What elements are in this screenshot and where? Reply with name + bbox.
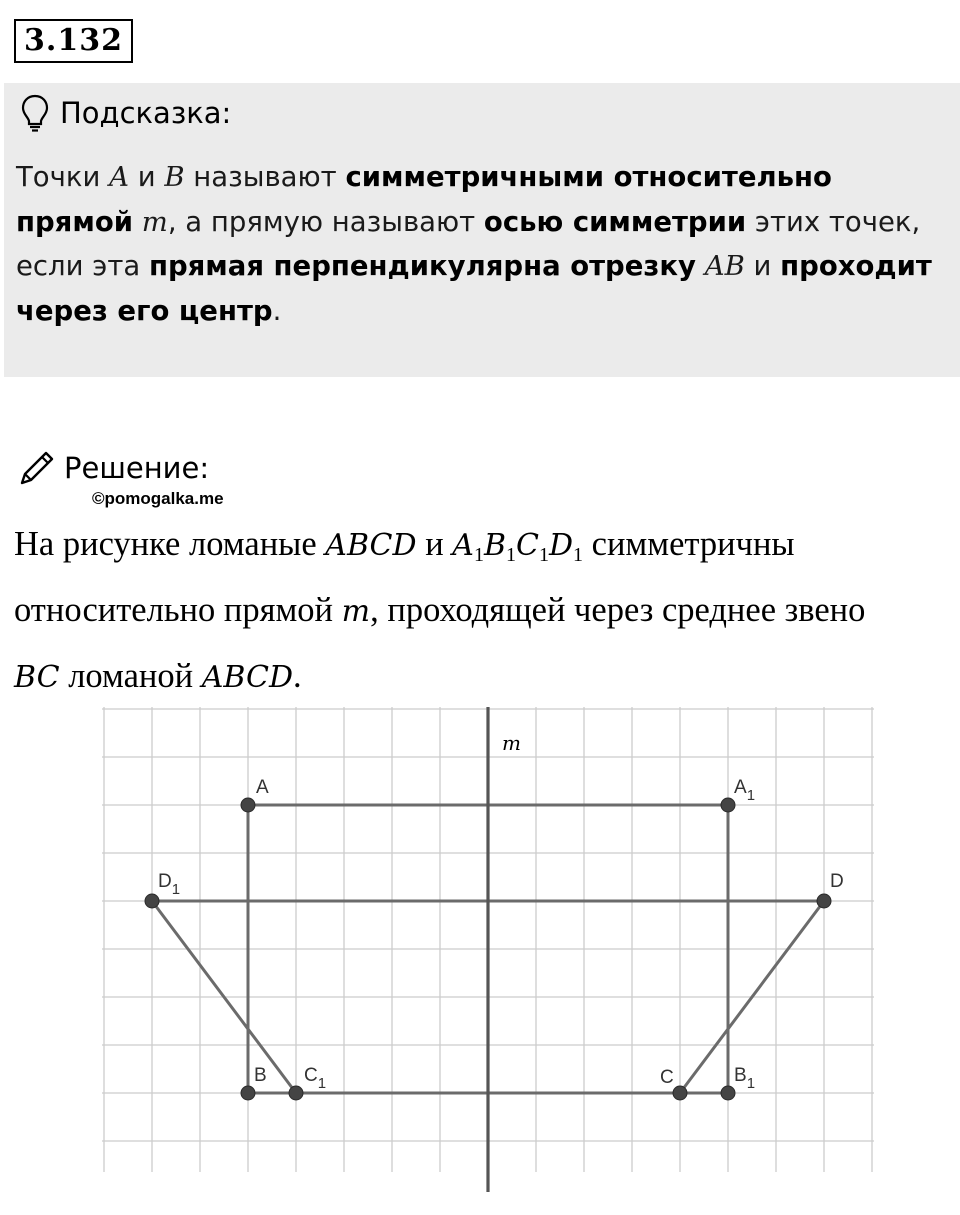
point-letter: D	[158, 871, 172, 892]
text-run: относительно прямой	[14, 591, 342, 629]
math-symbol: m	[341, 594, 371, 629]
bold-term: прямая перпендикулярна отрезку	[148, 250, 696, 282]
point-letter: A	[734, 777, 747, 798]
point-subscript: 1	[746, 1075, 756, 1092]
text-run: , а прямую называют	[167, 205, 484, 238]
point-subscript: 1	[746, 787, 756, 804]
point-label-b1	[734, 1065, 755, 1092]
point-label-b	[254, 1065, 267, 1086]
math-symbol: ABCD	[201, 660, 293, 695]
subscript: 1	[573, 544, 584, 566]
point-letter: B	[254, 1065, 267, 1086]
point-label-c1	[304, 1065, 326, 1092]
point-d1	[145, 894, 159, 908]
point-a1	[721, 798, 735, 812]
bold-term: проходит через его центр	[16, 250, 932, 327]
solution-title: Решение:	[64, 451, 210, 485]
point-c1	[289, 1086, 303, 1100]
math-symbol: B	[483, 528, 506, 563]
math-symbol: A	[452, 528, 474, 563]
text-run: этих точек, если эта	[16, 205, 921, 282]
text-run: и	[128, 161, 165, 193]
hint-title: Подсказка:	[60, 96, 232, 130]
math-symbol: D	[548, 528, 574, 563]
point-letter: D	[830, 871, 844, 892]
point-label-d1	[158, 871, 180, 898]
text-run: и	[744, 250, 781, 282]
point-letter: B	[734, 1065, 747, 1086]
subscript: 1	[538, 544, 549, 566]
text-run: симметричны	[583, 525, 795, 563]
text-run: и	[416, 525, 453, 563]
point-subscript: 1	[317, 1075, 327, 1092]
text-run: , проходящей через среднее звено	[370, 591, 866, 629]
point-c	[673, 1086, 687, 1100]
math-symbol: m	[141, 205, 168, 238]
point-label-a	[256, 777, 269, 798]
text-run: называют	[184, 161, 346, 193]
point-label-a1	[734, 777, 755, 804]
point-letter: C	[304, 1065, 318, 1086]
axis-m-label: m	[502, 731, 521, 755]
text-run: ломаной	[59, 657, 202, 695]
text-run: На рисунке ломаные	[14, 525, 326, 563]
subscript: 1	[506, 544, 516, 566]
point-a	[241, 798, 255, 812]
text-run: .	[272, 294, 282, 327]
math-symbol: BC	[14, 660, 60, 695]
math-symbol: AB	[704, 250, 745, 282]
watermark: ©pomogalka.me	[92, 489, 224, 508]
math-symbol: ABCD	[325, 528, 417, 563]
point-letter: C	[660, 1067, 674, 1088]
subscript: 1	[473, 544, 484, 566]
math-symbol: A	[109, 161, 129, 193]
point-label-d	[830, 871, 844, 892]
point-label-c	[660, 1067, 674, 1088]
point-letter: A	[256, 777, 269, 798]
math-symbol: B	[164, 161, 185, 193]
text-run: Точки	[16, 161, 110, 193]
point-b1	[721, 1086, 735, 1100]
text-run: .	[293, 657, 302, 695]
point-d	[817, 894, 831, 908]
bold-term: симметричными относительно прямой	[16, 161, 832, 238]
point-b	[241, 1086, 255, 1100]
math-symbol: C	[516, 528, 539, 563]
point-subscript: 1	[171, 881, 181, 898]
problem-number: 3.132	[14, 19, 133, 63]
bold-term: осью симметрии	[483, 205, 747, 238]
